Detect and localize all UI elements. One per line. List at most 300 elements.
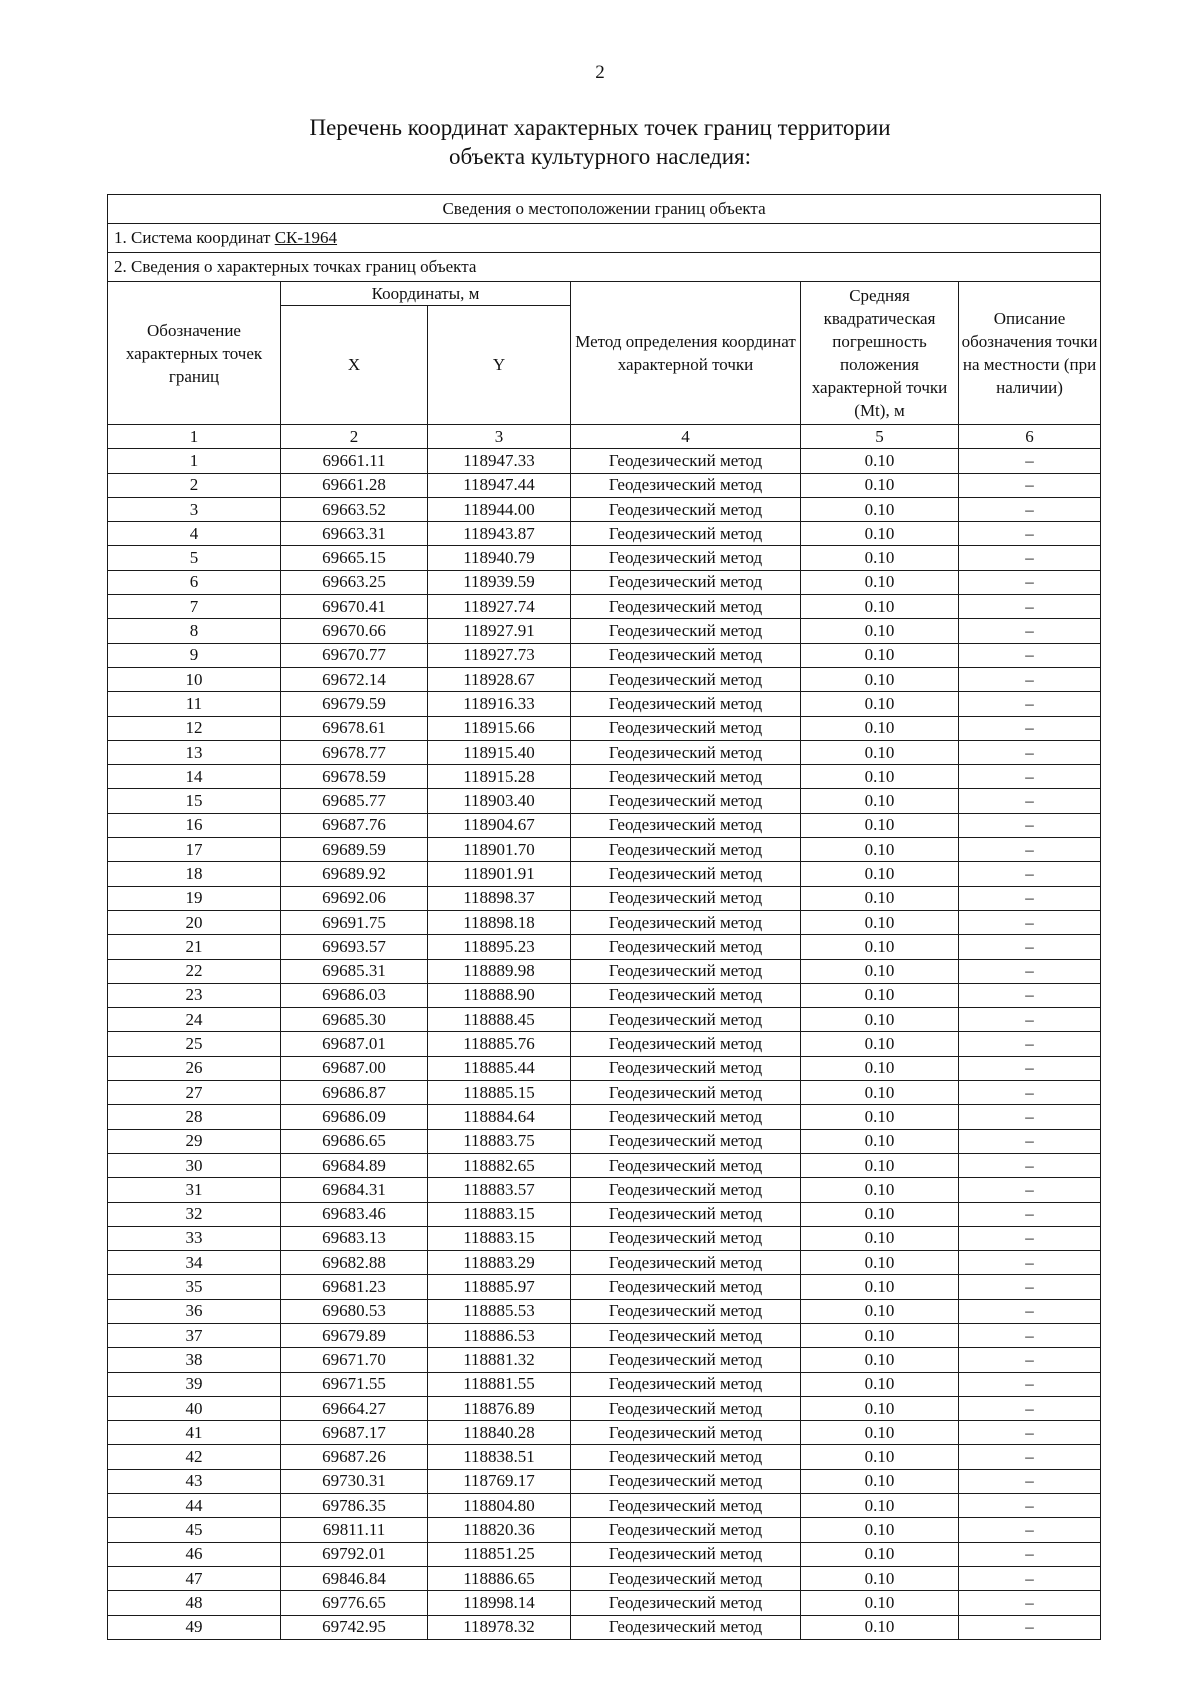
table-row	[108, 667, 1101, 691]
x-coordinate-cell: 69693.57	[281, 935, 428, 959]
header-coordinates: Координаты, м	[281, 282, 571, 306]
error-cell: 0.10	[801, 667, 959, 691]
description-cell: –	[959, 910, 1101, 934]
table-row	[108, 1299, 1101, 1323]
x-coordinate-cell: 69683.13	[281, 1226, 428, 1250]
y-coordinate-cell: 118883.75	[428, 1129, 571, 1153]
method-cell: Геодезический метод	[571, 910, 801, 934]
y-coordinate-cell: 118895.23	[428, 935, 571, 959]
point-number-cell: 5	[108, 546, 281, 570]
error-cell: 0.10	[801, 765, 959, 789]
point-number-cell: 26	[108, 1056, 281, 1080]
method-cell: Геодезический метод	[571, 1566, 801, 1590]
table-row	[108, 497, 1101, 521]
y-coordinate-cell: 118901.91	[428, 862, 571, 886]
point-number-cell: 23	[108, 983, 281, 1007]
method-cell: Геодезический метод	[571, 522, 801, 546]
x-coordinate-cell: 69670.41	[281, 595, 428, 619]
description-cell: –	[959, 1566, 1101, 1590]
method-cell: Геодезический метод	[571, 789, 801, 813]
method-cell: Геодезический метод	[571, 1275, 801, 1299]
error-cell: 0.10	[801, 1299, 959, 1323]
description-cell: –	[959, 1348, 1101, 1372]
x-coordinate-cell: 69681.23	[281, 1275, 428, 1299]
x-coordinate-cell: 69661.28	[281, 473, 428, 497]
x-coordinate-cell: 69678.61	[281, 716, 428, 740]
y-coordinate-cell: 118888.90	[428, 983, 571, 1007]
column-number: 6	[959, 425, 1101, 449]
points-section-header: 2. Сведения о характерных точках границ объекта	[108, 253, 1101, 282]
point-number-cell: 11	[108, 692, 281, 716]
error-cell: 0.10	[801, 595, 959, 619]
table-row	[108, 838, 1101, 862]
description-cell: –	[959, 1421, 1101, 1445]
description-cell: –	[959, 740, 1101, 764]
point-number-cell: 8	[108, 619, 281, 643]
point-number-cell: 32	[108, 1202, 281, 1226]
method-cell: Геодезический метод	[571, 1105, 801, 1129]
method-cell: Геодезический метод	[571, 1153, 801, 1177]
point-number-cell: 34	[108, 1251, 281, 1275]
section-header: Сведения о местоположении границ объекта	[108, 195, 1101, 224]
x-coordinate-cell: 69686.03	[281, 983, 428, 1007]
error-cell: 0.10	[801, 1129, 959, 1153]
description-cell: –	[959, 619, 1101, 643]
description-cell: –	[959, 789, 1101, 813]
point-number-cell: 36	[108, 1299, 281, 1323]
y-coordinate-cell: 118978.32	[428, 1615, 571, 1639]
description-cell: –	[959, 1299, 1101, 1323]
table-row	[108, 983, 1101, 1007]
description-cell: –	[959, 1105, 1101, 1129]
error-cell: 0.10	[801, 1494, 959, 1518]
table-row	[108, 886, 1101, 910]
point-number-cell: 1	[108, 449, 281, 473]
x-coordinate-cell: 69685.31	[281, 959, 428, 983]
error-cell: 0.10	[801, 1445, 959, 1469]
y-coordinate-cell: 118883.15	[428, 1226, 571, 1250]
table-row	[108, 1591, 1101, 1615]
page-number: 2	[595, 62, 605, 83]
error-cell: 0.10	[801, 789, 959, 813]
y-coordinate-cell: 118947.44	[428, 473, 571, 497]
error-cell: 0.10	[801, 1202, 959, 1226]
coordinates-table	[107, 194, 1101, 1640]
x-coordinate-cell: 69685.30	[281, 1008, 428, 1032]
x-coordinate-cell: 69685.77	[281, 789, 428, 813]
column-number: 3	[428, 425, 571, 449]
x-coordinate-cell: 69680.53	[281, 1299, 428, 1323]
point-number-cell: 7	[108, 595, 281, 619]
description-cell: –	[959, 546, 1101, 570]
column-number: 1	[108, 425, 281, 449]
title-line-1: Перечень координат характерных точек границ территории	[309, 115, 891, 140]
description-cell: –	[959, 1518, 1101, 1542]
point-number-cell: 24	[108, 1008, 281, 1032]
y-coordinate-cell: 118998.14	[428, 1591, 571, 1615]
method-cell: Геодезический метод	[571, 886, 801, 910]
y-coordinate-cell: 118840.28	[428, 1421, 571, 1445]
description-cell: –	[959, 813, 1101, 837]
y-coordinate-cell: 118927.73	[428, 643, 571, 667]
x-coordinate-cell: 69664.27	[281, 1396, 428, 1420]
table-row	[108, 546, 1101, 570]
x-coordinate-cell: 69689.59	[281, 838, 428, 862]
table-row	[108, 1153, 1101, 1177]
point-number-cell: 14	[108, 765, 281, 789]
method-cell: Геодезический метод	[571, 1178, 801, 1202]
error-cell: 0.10	[801, 935, 959, 959]
method-cell: Геодезический метод	[571, 1323, 801, 1347]
y-coordinate-cell: 118885.97	[428, 1275, 571, 1299]
error-cell: 0.10	[801, 1542, 959, 1566]
header-description: Описание обозначения точки на местности (при наличии)	[959, 282, 1101, 425]
point-number-cell: 31	[108, 1178, 281, 1202]
description-cell: –	[959, 1469, 1101, 1493]
x-coordinate-cell: 69730.31	[281, 1469, 428, 1493]
x-coordinate-cell: 69686.65	[281, 1129, 428, 1153]
y-coordinate-cell: 118886.65	[428, 1566, 571, 1590]
table-row	[108, 1396, 1101, 1420]
x-coordinate-cell: 69692.06	[281, 886, 428, 910]
x-coordinate-cell: 69679.89	[281, 1323, 428, 1347]
point-number-cell: 30	[108, 1153, 281, 1177]
description-cell: –	[959, 1032, 1101, 1056]
method-cell: Геодезический метод	[571, 765, 801, 789]
table-row	[108, 1615, 1101, 1639]
point-number-cell: 35	[108, 1275, 281, 1299]
x-coordinate-cell: 69670.77	[281, 643, 428, 667]
error-cell: 0.10	[801, 1372, 959, 1396]
table-row	[108, 1129, 1101, 1153]
method-cell: Геодезический метод	[571, 570, 801, 594]
x-coordinate-cell: 69671.55	[281, 1372, 428, 1396]
point-number-cell: 22	[108, 959, 281, 983]
table-row	[108, 1494, 1101, 1518]
error-cell: 0.10	[801, 838, 959, 862]
point-number-cell: 16	[108, 813, 281, 837]
error-cell: 0.10	[801, 692, 959, 716]
header-method: Метод определения координат характерной точки	[571, 282, 801, 425]
x-coordinate-cell: 69689.92	[281, 862, 428, 886]
point-number-cell: 43	[108, 1469, 281, 1493]
y-coordinate-cell: 118940.79	[428, 546, 571, 570]
method-cell: Геодезический метод	[571, 1081, 801, 1105]
point-number-cell: 46	[108, 1542, 281, 1566]
x-coordinate-cell: 69663.25	[281, 570, 428, 594]
y-coordinate-cell: 118915.66	[428, 716, 571, 740]
title-line-2: объекта культурного наследия:	[448, 144, 752, 169]
y-coordinate-cell: 118885.76	[428, 1032, 571, 1056]
description-cell: –	[959, 838, 1101, 862]
method-cell: Геодезический метод	[571, 716, 801, 740]
point-number-cell: 38	[108, 1348, 281, 1372]
y-coordinate-cell: 118820.36	[428, 1518, 571, 1542]
point-number-cell: 4	[108, 522, 281, 546]
error-cell: 0.10	[801, 1105, 959, 1129]
table-row	[108, 522, 1101, 546]
error-cell: 0.10	[801, 1056, 959, 1080]
y-coordinate-cell: 118885.53	[428, 1299, 571, 1323]
y-coordinate-cell: 118882.65	[428, 1153, 571, 1177]
x-coordinate-cell: 69679.59	[281, 692, 428, 716]
table-row	[108, 740, 1101, 764]
description-cell: –	[959, 1251, 1101, 1275]
y-coordinate-cell: 118885.15	[428, 1081, 571, 1105]
y-coordinate-cell: 118904.67	[428, 813, 571, 837]
table-row	[108, 473, 1101, 497]
description-cell: –	[959, 862, 1101, 886]
description-cell: –	[959, 595, 1101, 619]
table-row	[108, 1105, 1101, 1129]
x-coordinate-cell: 69678.59	[281, 765, 428, 789]
coord-system-value: СК-1964	[274, 228, 338, 247]
method-cell: Геодезический метод	[571, 1591, 801, 1615]
point-number-cell: 3	[108, 497, 281, 521]
y-coordinate-cell: 118883.57	[428, 1178, 571, 1202]
point-number-cell: 28	[108, 1105, 281, 1129]
point-number-cell: 21	[108, 935, 281, 959]
x-coordinate-cell: 69686.09	[281, 1105, 428, 1129]
description-cell: –	[959, 716, 1101, 740]
table-row	[108, 1421, 1101, 1445]
method-cell: Геодезический метод	[571, 643, 801, 667]
method-cell: Геодезический метод	[571, 1032, 801, 1056]
error-cell: 0.10	[801, 1032, 959, 1056]
x-coordinate-cell: 69665.15	[281, 546, 428, 570]
error-cell: 0.10	[801, 740, 959, 764]
error-cell: 0.10	[801, 1251, 959, 1275]
error-cell: 0.10	[801, 546, 959, 570]
y-coordinate-cell: 118901.70	[428, 838, 571, 862]
table-row	[108, 1178, 1101, 1202]
x-coordinate-cell: 69811.11	[281, 1518, 428, 1542]
y-coordinate-cell: 118881.32	[428, 1348, 571, 1372]
x-coordinate-cell: 69678.77	[281, 740, 428, 764]
description-cell: –	[959, 1396, 1101, 1420]
x-coordinate-cell: 69682.88	[281, 1251, 428, 1275]
method-cell: Геодезический метод	[571, 1494, 801, 1518]
error-cell: 0.10	[801, 813, 959, 837]
x-coordinate-cell: 69687.76	[281, 813, 428, 837]
error-cell: 0.10	[801, 1518, 959, 1542]
point-number-cell: 47	[108, 1566, 281, 1590]
y-coordinate-cell: 118898.37	[428, 886, 571, 910]
error-cell: 0.10	[801, 862, 959, 886]
point-number-cell: 41	[108, 1421, 281, 1445]
document-title	[250, 113, 950, 171]
y-coordinate-cell: 118943.87	[428, 522, 571, 546]
table-row	[108, 595, 1101, 619]
point-number-cell: 19	[108, 886, 281, 910]
method-cell: Геодезический метод	[571, 1202, 801, 1226]
description-cell: –	[959, 959, 1101, 983]
y-coordinate-cell: 118915.28	[428, 765, 571, 789]
point-number-cell: 45	[108, 1518, 281, 1542]
error-cell: 0.10	[801, 1226, 959, 1250]
coord-system-row	[108, 224, 1101, 253]
method-cell: Геодезический метод	[571, 1056, 801, 1080]
point-number-cell: 15	[108, 789, 281, 813]
y-coordinate-cell: 118888.45	[428, 1008, 571, 1032]
point-number-cell: 27	[108, 1081, 281, 1105]
error-cell: 0.10	[801, 522, 959, 546]
method-cell: Геодезический метод	[571, 862, 801, 886]
x-coordinate-cell: 69663.31	[281, 522, 428, 546]
method-cell: Геодезический метод	[571, 1445, 801, 1469]
description-cell: –	[959, 1081, 1101, 1105]
point-number-cell: 13	[108, 740, 281, 764]
table-row	[108, 935, 1101, 959]
y-coordinate-cell: 118927.91	[428, 619, 571, 643]
table-row	[108, 1518, 1101, 1542]
description-cell: –	[959, 497, 1101, 521]
y-coordinate-cell: 118838.51	[428, 1445, 571, 1469]
description-cell: –	[959, 667, 1101, 691]
method-cell: Геодезический метод	[571, 1251, 801, 1275]
description-cell: –	[959, 522, 1101, 546]
x-coordinate-cell: 69792.01	[281, 1542, 428, 1566]
point-number-cell: 44	[108, 1494, 281, 1518]
error-cell: 0.10	[801, 1348, 959, 1372]
y-coordinate-cell: 118947.33	[428, 449, 571, 473]
x-coordinate-cell: 69691.75	[281, 910, 428, 934]
x-coordinate-cell: 69683.46	[281, 1202, 428, 1226]
y-coordinate-cell: 118915.40	[428, 740, 571, 764]
method-cell: Геодезический метод	[571, 1348, 801, 1372]
method-cell: Геодезический метод	[571, 1008, 801, 1032]
description-cell: –	[959, 473, 1101, 497]
error-cell: 0.10	[801, 449, 959, 473]
column-number: 2	[281, 425, 428, 449]
point-number-cell: 33	[108, 1226, 281, 1250]
description-cell: –	[959, 643, 1101, 667]
description-cell: –	[959, 983, 1101, 1007]
method-cell: Геодезический метод	[571, 1129, 801, 1153]
method-cell: Геодезический метод	[571, 1615, 801, 1639]
x-coordinate-cell: 69672.14	[281, 667, 428, 691]
error-cell: 0.10	[801, 1153, 959, 1177]
x-coordinate-cell: 69846.84	[281, 1566, 428, 1590]
y-coordinate-cell: 118928.67	[428, 667, 571, 691]
error-cell: 0.10	[801, 1081, 959, 1105]
error-cell: 0.10	[801, 473, 959, 497]
method-cell: Геодезический метод	[571, 667, 801, 691]
y-coordinate-cell: 118884.64	[428, 1105, 571, 1129]
description-cell: –	[959, 1153, 1101, 1177]
y-coordinate-cell: 118903.40	[428, 789, 571, 813]
y-coordinate-cell: 118944.00	[428, 497, 571, 521]
description-cell: –	[959, 1372, 1101, 1396]
description-cell: –	[959, 1202, 1101, 1226]
description-cell: –	[959, 1615, 1101, 1639]
x-coordinate-cell: 69786.35	[281, 1494, 428, 1518]
error-cell: 0.10	[801, 1615, 959, 1639]
point-number-cell: 2	[108, 473, 281, 497]
method-cell: Геодезический метод	[571, 1542, 801, 1566]
table-row	[108, 692, 1101, 716]
table-row	[108, 1202, 1101, 1226]
x-coordinate-cell: 69686.87	[281, 1081, 428, 1105]
error-cell: 0.10	[801, 983, 959, 1007]
description-cell: –	[959, 1178, 1101, 1202]
method-cell: Геодезический метод	[571, 1299, 801, 1323]
method-cell: Геодезический метод	[571, 838, 801, 862]
point-number-cell: 9	[108, 643, 281, 667]
table-row	[108, 716, 1101, 740]
description-cell: –	[959, 1445, 1101, 1469]
table-row	[108, 1275, 1101, 1299]
description-cell: –	[959, 1275, 1101, 1299]
table-row	[108, 1445, 1101, 1469]
point-number-cell: 17	[108, 838, 281, 862]
column-number: 5	[801, 425, 959, 449]
point-number-cell: 6	[108, 570, 281, 594]
method-cell: Геодезический метод	[571, 1226, 801, 1250]
y-coordinate-cell: 118927.74	[428, 595, 571, 619]
description-cell: –	[959, 1008, 1101, 1032]
method-cell: Геодезический метод	[571, 497, 801, 521]
method-cell: Геодезический метод	[571, 935, 801, 959]
method-cell: Геодезический метод	[571, 619, 801, 643]
point-number-cell: 25	[108, 1032, 281, 1056]
table-row	[108, 619, 1101, 643]
y-coordinate-cell: 118939.59	[428, 570, 571, 594]
table-row	[108, 1372, 1101, 1396]
description-cell: –	[959, 765, 1101, 789]
point-number-cell: 42	[108, 1445, 281, 1469]
point-number-cell: 10	[108, 667, 281, 691]
table-row	[108, 1323, 1101, 1347]
header-point-designation: Обозначение характерных точек границ	[108, 282, 281, 425]
table-row	[108, 1032, 1101, 1056]
error-cell: 0.10	[801, 1008, 959, 1032]
error-cell: 0.10	[801, 1469, 959, 1493]
description-cell: –	[959, 570, 1101, 594]
y-coordinate-cell: 118769.17	[428, 1469, 571, 1493]
x-coordinate-cell: 69684.31	[281, 1178, 428, 1202]
x-coordinate-cell: 69670.66	[281, 619, 428, 643]
description-cell: –	[959, 1226, 1101, 1250]
point-number-cell: 40	[108, 1396, 281, 1420]
table-row	[108, 1469, 1101, 1493]
method-cell: Геодезический метод	[571, 740, 801, 764]
point-number-cell: 48	[108, 1591, 281, 1615]
description-cell: –	[959, 1056, 1101, 1080]
error-cell: 0.10	[801, 1421, 959, 1445]
method-cell: Геодезический метод	[571, 546, 801, 570]
table-row	[108, 1008, 1101, 1032]
table-row	[108, 1081, 1101, 1105]
description-cell: –	[959, 935, 1101, 959]
y-coordinate-cell: 118804.80	[428, 1494, 571, 1518]
header-y: Y	[428, 306, 571, 425]
point-number-cell: 29	[108, 1129, 281, 1153]
table-row	[108, 862, 1101, 886]
error-cell: 0.10	[801, 1566, 959, 1590]
method-cell: Геодезический метод	[571, 1421, 801, 1445]
x-coordinate-cell: 69684.89	[281, 1153, 428, 1177]
table-row	[108, 570, 1101, 594]
method-cell: Геодезический метод	[571, 1469, 801, 1493]
table-row	[108, 789, 1101, 813]
x-coordinate-cell: 69687.26	[281, 1445, 428, 1469]
method-cell: Геодезический метод	[571, 1396, 801, 1420]
method-cell: Геодезический метод	[571, 473, 801, 497]
error-cell: 0.10	[801, 570, 959, 594]
point-number-cell: 12	[108, 716, 281, 740]
error-cell: 0.10	[801, 1323, 959, 1347]
